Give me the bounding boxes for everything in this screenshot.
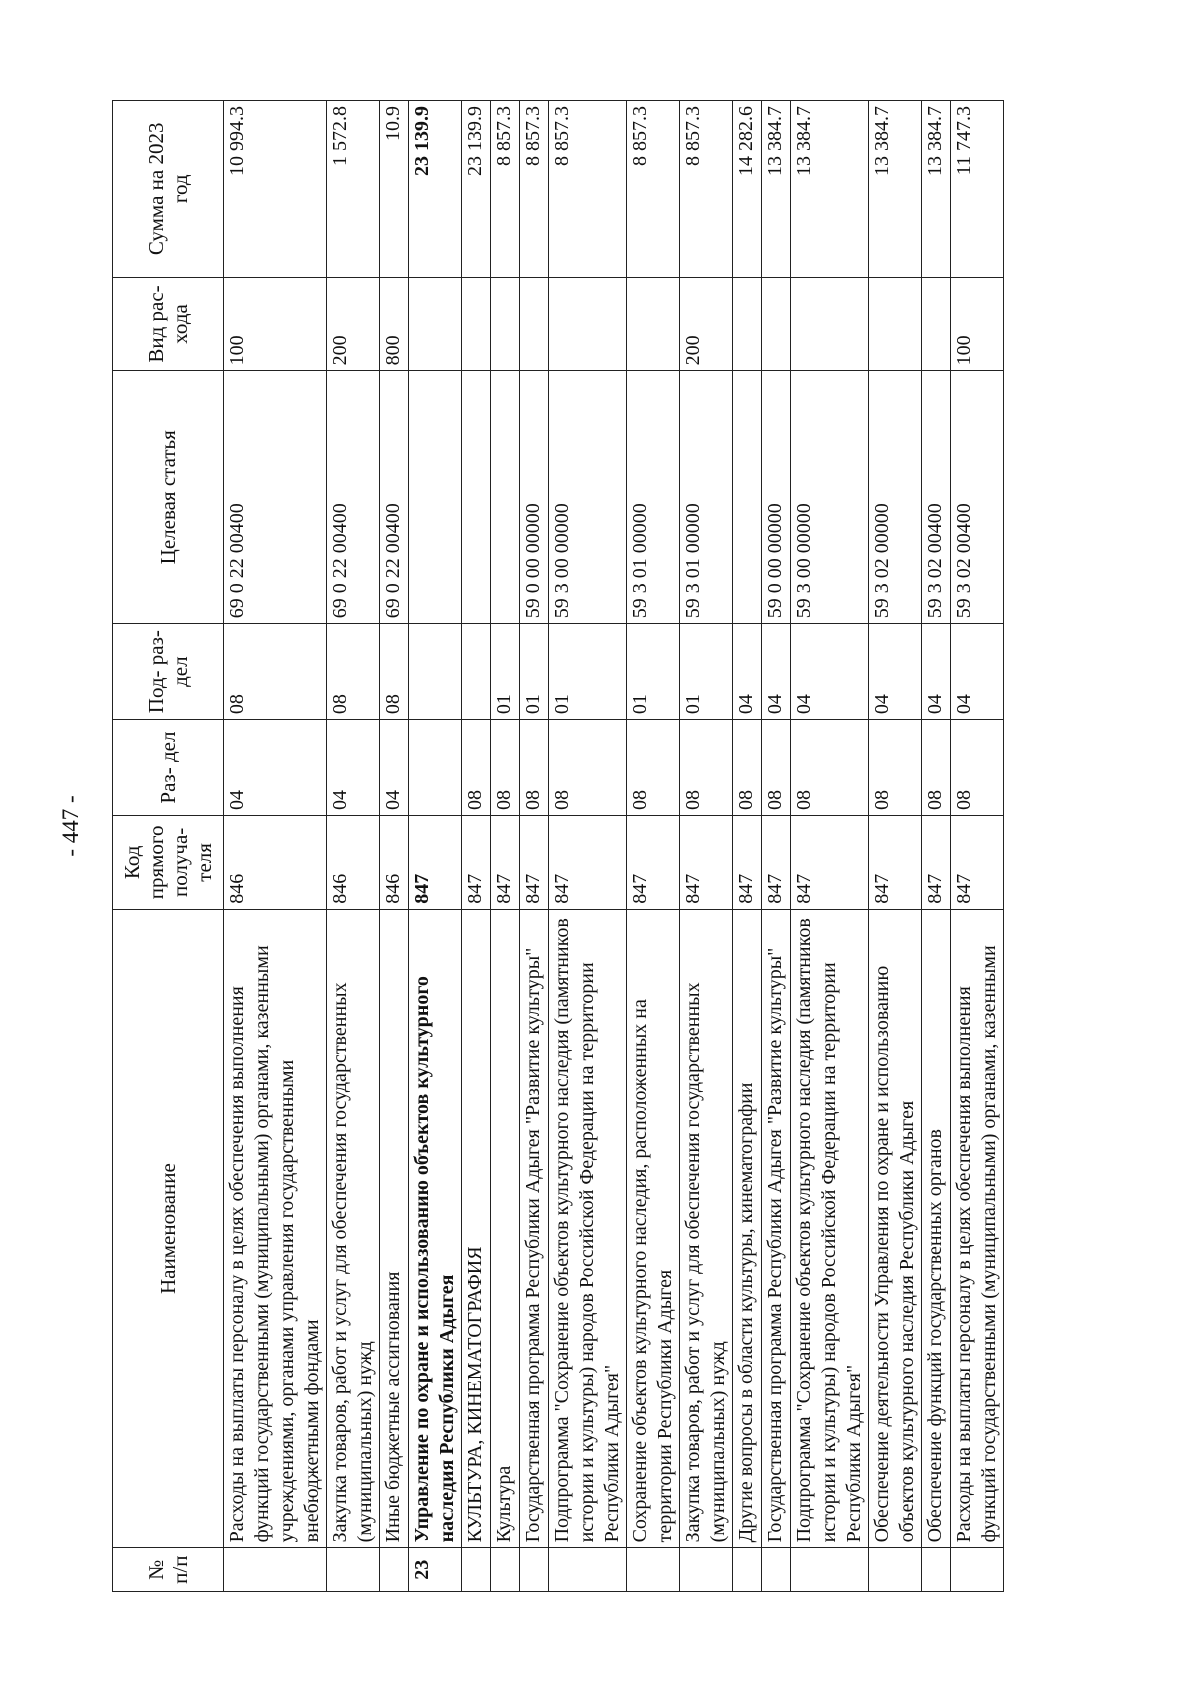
cell-razdel: 04	[327, 720, 380, 816]
cell-name: Сохранение объектов культурного наследия, расположенных на территории Республики Адыгея	[627, 909, 680, 1548]
cell-razdel: 08	[680, 720, 733, 816]
page-number: - 447 -	[58, 795, 83, 857]
table-row	[951, 101, 1004, 1592]
table-row	[869, 101, 922, 1592]
cell-code: 847	[549, 816, 627, 910]
cell-podrazdel: 04	[951, 624, 1004, 720]
cell-vid	[409, 277, 462, 371]
cell-sum: 10 994.3	[224, 101, 327, 278]
table-row	[491, 101, 520, 1592]
cell-article: 59 3 02 00400	[951, 371, 1004, 624]
cell-article: 59 3 01 00000	[680, 371, 733, 624]
cell-name: Обеспечение функций государственных органов	[922, 909, 951, 1548]
cell-razdel: 04	[380, 720, 409, 816]
cell-podrazdel: 01	[627, 624, 680, 720]
cell-code: 847	[791, 816, 869, 910]
cell-name: Расходы на выплаты персоналу в целях обеспечения выполнения функций государственными (муниципальными) органами, казенными	[951, 909, 1004, 1548]
header-code: Код прямого получа- теля	[113, 816, 224, 910]
header-sum: Сумма на 2023 год	[113, 101, 224, 278]
cell-sum: 8 857.3	[549, 101, 627, 278]
cell-podrazdel	[409, 624, 462, 720]
table-row	[520, 101, 549, 1592]
cell-razdel: 08	[791, 720, 869, 816]
cell-vid: 100	[224, 277, 327, 371]
cell-razdel: 08	[520, 720, 549, 816]
cell-code: 847	[869, 816, 922, 910]
cell-razdel: 08	[627, 720, 680, 816]
cell-num	[380, 1548, 409, 1592]
cell-code: 846	[327, 816, 380, 910]
cell-razdel: 08	[922, 720, 951, 816]
table-row	[462, 101, 491, 1592]
cell-num	[627, 1548, 680, 1592]
cell-podrazdel: 04	[733, 624, 762, 720]
cell-vid: 800	[380, 277, 409, 371]
cell-sum: 10.9	[380, 101, 409, 278]
cell-podrazdel: 08	[224, 624, 327, 720]
cell-name: Закупка товаров, работ и услуг для обеспечения государственных (муниципальных) нужд	[680, 909, 733, 1548]
cell-podrazdel: 01	[549, 624, 627, 720]
cell-name: Государственная программа Республики Адыгея "Развитие культуры"	[762, 909, 791, 1548]
cell-podrazdel: 01	[680, 624, 733, 720]
budget-table	[112, 100, 1004, 1592]
cell-num	[869, 1548, 922, 1592]
table-header	[113, 101, 224, 1592]
cell-code: 847	[491, 816, 520, 910]
cell-code: 847	[462, 816, 491, 910]
cell-vid	[491, 277, 520, 371]
cell-name: Закупка товаров, работ и услуг для обеспечения государственных (муниципальных) нужд	[327, 909, 380, 1548]
cell-podrazdel: 01	[520, 624, 549, 720]
cell-sum: 11 747.3	[951, 101, 1004, 278]
cell-sum: 8 857.3	[627, 101, 680, 278]
cell-num: 23	[409, 1548, 462, 1592]
cell-razdel: 04	[224, 720, 327, 816]
cell-article: 59 3 02 00400	[922, 371, 951, 624]
cell-vid: 200	[327, 277, 380, 371]
cell-podrazdel: 04	[922, 624, 951, 720]
cell-sum: 13 384.7	[922, 101, 951, 278]
cell-vid	[791, 277, 869, 371]
cell-name: Культура	[491, 909, 520, 1548]
cell-vid	[549, 277, 627, 371]
cell-razdel: 08	[733, 720, 762, 816]
cell-code: 847	[922, 816, 951, 910]
cell-sum: 23 139.9	[462, 101, 491, 278]
cell-podrazdel: 04	[762, 624, 791, 720]
cell-num	[762, 1548, 791, 1592]
cell-sum: 8 857.3	[680, 101, 733, 278]
cell-vid	[922, 277, 951, 371]
cell-num	[951, 1548, 1004, 1592]
cell-razdel: 08	[951, 720, 1004, 816]
table-row	[549, 101, 627, 1592]
cell-code: 847	[680, 816, 733, 910]
cell-code: 847	[951, 816, 1004, 910]
cell-podrazdel: 01	[491, 624, 520, 720]
cell-razdel: 08	[462, 720, 491, 816]
cell-podrazdel: 04	[869, 624, 922, 720]
cell-article: 59 3 00 00000	[549, 371, 627, 624]
cell-num	[680, 1548, 733, 1592]
cell-vid: 200	[680, 277, 733, 371]
cell-num	[733, 1548, 762, 1592]
cell-razdel	[409, 720, 462, 816]
table-row	[733, 101, 762, 1592]
cell-article: 59 3 01 00000	[627, 371, 680, 624]
cell-num	[224, 1548, 327, 1592]
cell-code: 847	[627, 816, 680, 910]
cell-name: Обеспечение деятельности Управления по охране и использованию объектов культурного наследия Республики Адыгея	[869, 909, 922, 1548]
cell-name: Государственная программа Республики Адыгея "Развитие культуры"	[520, 909, 549, 1548]
cell-num	[491, 1548, 520, 1592]
header-name: Наименование	[113, 909, 224, 1548]
cell-sum: 8 857.3	[491, 101, 520, 278]
cell-vid	[869, 277, 922, 371]
cell-code: 847	[733, 816, 762, 910]
cell-sum: 8 857.3	[520, 101, 549, 278]
cell-num	[791, 1548, 869, 1592]
cell-podrazdel: 08	[380, 624, 409, 720]
cell-razdel: 08	[491, 720, 520, 816]
table-row	[627, 101, 680, 1592]
table-row	[680, 101, 733, 1592]
cell-code: 846	[224, 816, 327, 910]
cell-article: 59 3 00 00000	[791, 371, 869, 624]
cell-article: 59 0 00 00000	[520, 371, 549, 624]
cell-name: Другие вопросы в области культуры, кинематографии	[733, 909, 762, 1548]
cell-code: 847	[762, 816, 791, 910]
cell-sum: 1 572.8	[327, 101, 380, 278]
cell-podrazdel: 08	[327, 624, 380, 720]
cell-sum: 13 384.7	[762, 101, 791, 278]
cell-article: 69 0 22 00400	[224, 371, 327, 624]
cell-article: 69 0 22 00400	[327, 371, 380, 624]
header-article: Целевая статья	[113, 371, 224, 624]
cell-num	[462, 1548, 491, 1592]
cell-vid	[733, 277, 762, 371]
cell-article: 59 0 00 00000	[762, 371, 791, 624]
cell-razdel: 08	[762, 720, 791, 816]
table-row	[224, 101, 327, 1592]
cell-num	[520, 1548, 549, 1592]
table-row	[409, 101, 462, 1592]
cell-sum: 14 282.6	[733, 101, 762, 278]
cell-vid	[627, 277, 680, 371]
cell-code: 847	[520, 816, 549, 910]
cell-podrazdel	[462, 624, 491, 720]
cell-article: 69 0 22 00400	[380, 371, 409, 624]
cell-name: КУЛЬТУРА, КИНЕМАТОГРАФИЯ	[462, 909, 491, 1548]
cell-code: 847	[409, 816, 462, 910]
cell-name: Иные бюджетные ассигнования	[380, 909, 409, 1548]
cell-article: 59 3 02 00000	[869, 371, 922, 624]
cell-razdel: 08	[549, 720, 627, 816]
cell-article	[733, 371, 762, 624]
cell-name: Подпрограмма "Сохранение объектов культурного наследия (памятников истории и культуры) народов Российской Федерации на территории Республики Адыгея"	[549, 909, 627, 1548]
cell-podrazdel: 04	[791, 624, 869, 720]
cell-vid	[520, 277, 549, 371]
table-row	[922, 101, 951, 1592]
table-row	[380, 101, 409, 1592]
cell-sum: 13 384.7	[791, 101, 869, 278]
table-row	[327, 101, 380, 1592]
cell-vid	[462, 277, 491, 371]
cell-article	[462, 371, 491, 624]
cell-num	[327, 1548, 380, 1592]
cell-code: 846	[380, 816, 409, 910]
cell-name: Расходы на выплаты персоналу в целях обеспечения выполнения функций государственными (муниципальными) органами, казенными учреждениями, органами управления государственными внебюджетными фондами	[224, 909, 327, 1548]
table-row	[791, 101, 869, 1592]
header-podrazdel: Под- раз- дел	[113, 624, 224, 720]
cell-num	[549, 1548, 627, 1592]
cell-sum: 13 384.7	[869, 101, 922, 278]
header-vid: Вид рас- хода	[113, 277, 224, 371]
cell-num	[922, 1548, 951, 1592]
cell-vid	[762, 277, 791, 371]
cell-article	[409, 371, 462, 624]
header-num: № п/п	[113, 1548, 224, 1592]
table-body	[224, 101, 1004, 1592]
cell-sum: 23 139.9	[409, 101, 462, 278]
cell-name: Управление по охране и использованию объектов культурного наследия Республики Адыгея	[409, 909, 462, 1548]
cell-razdel: 08	[869, 720, 922, 816]
cell-article	[491, 371, 520, 624]
table-row	[762, 101, 791, 1592]
cell-vid: 100	[951, 277, 1004, 371]
cell-name: Подпрограмма "Сохранение объектов культурного наследия (памятников истории и культуры) народов Российской Федерации на территории Республики Адыгея"	[791, 909, 869, 1548]
header-razdel: Раз- дел	[113, 720, 224, 816]
